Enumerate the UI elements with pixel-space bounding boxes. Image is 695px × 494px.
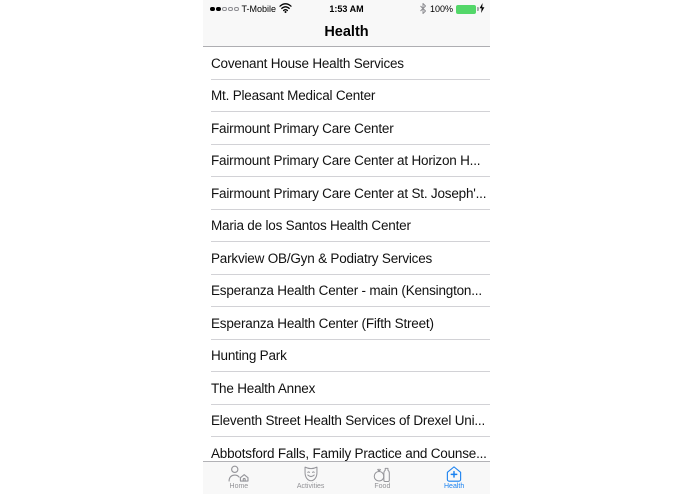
health-house-plus-icon: [443, 464, 465, 482]
list-item-label: Fairmount Primary Care Center at St. Joseph'...: [211, 185, 487, 201]
clock-label: 1:53 AM: [329, 4, 364, 14]
status-bar: [203, 0, 490, 18]
list-item-label: Maria de los Santos Health Center: [211, 218, 411, 234]
list-item-label: Fairmount Primary Care Center: [211, 120, 394, 136]
tab-health[interactable]: [418, 462, 490, 494]
tab-bar: [203, 461, 490, 494]
list-item-label: Esperanza Health Center (Fifth Street): [211, 315, 434, 331]
battery-percent-label: 100%: [429, 4, 453, 14]
home-person-icon: [226, 464, 252, 482]
tab-home-label: Home: [229, 483, 249, 490]
health-centers-list: [203, 47, 490, 494]
list-item[interactable]: [203, 340, 490, 373]
list-item[interactable]: [203, 112, 490, 145]
tab-food[interactable]: [347, 462, 419, 494]
status-bar-right: [419, 0, 485, 18]
list-item[interactable]: [203, 242, 490, 275]
charging-bolt-icon: [479, 3, 485, 15]
tab-food-label: Food: [374, 483, 391, 490]
list-item[interactable]: [203, 210, 490, 243]
list-item-label: Covenant House Health Services: [211, 55, 404, 71]
list-item-label: Abbotsford Falls, Family Practice and Counse...: [211, 445, 487, 461]
list-item-label: Mt. Pleasant Medical Center: [211, 88, 376, 104]
list-item[interactable]: [203, 307, 490, 340]
list-item[interactable]: [203, 405, 490, 438]
list-item[interactable]: [203, 177, 490, 210]
battery-icon: [456, 5, 476, 14]
list-item-label: Fairmount Primary Care Center at Horizon H...: [211, 153, 481, 169]
list-item[interactable]: [203, 275, 490, 308]
list-item-label: Esperanza Health Center - main (Kensington...: [211, 283, 482, 299]
carrier-label: T-Mobile: [241, 4, 277, 14]
list-item[interactable]: [203, 145, 490, 178]
list-item[interactable]: [203, 47, 490, 80]
list-item-label: The Health Annex: [211, 380, 316, 396]
phone-screen: [203, 0, 490, 494]
tab-activities[interactable]: [275, 462, 347, 494]
bluetooth-icon: [419, 3, 427, 16]
activities-mask-icon: [301, 464, 321, 482]
navigation-bar: [203, 0, 490, 47]
food-icon: [371, 464, 393, 482]
list-item-label: Eleventh Street Health Services of Drexel Uni...: [211, 413, 486, 429]
tab-home[interactable]: [203, 462, 275, 494]
tab-activities-label: Activities: [296, 483, 325, 490]
tab-health-label: Health: [444, 483, 465, 490]
page-title: Health: [324, 24, 369, 40]
list-item[interactable]: [203, 80, 490, 113]
list-item[interactable]: [203, 372, 490, 405]
list-item-label: Hunting Park: [211, 348, 287, 364]
list-item-label: Parkview OB/Gyn & Podiatry Services: [211, 250, 433, 266]
